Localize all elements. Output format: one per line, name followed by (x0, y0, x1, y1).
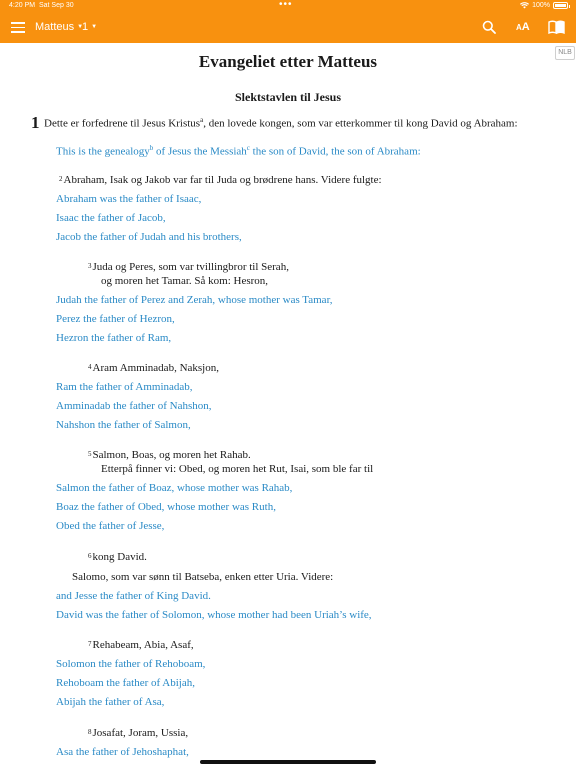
verse-7-english-line[interactable]: Solomon the father of Rehoboam, (56, 658, 206, 670)
translation-badge[interactable]: NLB (555, 46, 575, 60)
chapter-number: 1 (31, 113, 40, 132)
menu-icon[interactable] (11, 22, 25, 34)
verse-3-english-line[interactable]: Hezron the father of Ram, (56, 332, 172, 344)
verse-2-norwegian[interactable]: 2Abraham, Isak og Jakob var far til Juda og brødrene hans. Videre fulgte: (59, 174, 382, 186)
verse-3-norwegian[interactable]: 3Juda og Peres, som var tvillingbror til Serah, (88, 261, 289, 273)
verse-6-norwegian-cont[interactable]: Salomo, som var sønn til Batseba, enken etter Uria. Videre: (72, 571, 334, 583)
verse-4-english-line[interactable]: Nahshon the father of Salmon, (56, 419, 191, 431)
verse-3-english-line[interactable]: Judah the father of Perez and Zerah, whose mother was Tamar, (56, 294, 333, 306)
verse-7-english-line[interactable]: Rehoboam the father of Abijah, (56, 677, 195, 689)
verse-2-english-line[interactable]: Jacob the father of Judah and his brothers, (56, 231, 242, 243)
verse-3-english-line[interactable]: Perez the father of Hezron, (56, 313, 175, 325)
home-indicator[interactable] (200, 760, 376, 764)
verse-7-norwegian[interactable]: 7Rehabeam, Abia, Asaf, (88, 639, 194, 651)
verse-5-norwegian-cont[interactable]: Etterpå finner vi: Obed, og moren het Rut, Isai, som ble far til (101, 463, 374, 475)
multitasking-dots[interactable]: ••• (279, 0, 293, 10)
verse-2-english-line[interactable]: Abraham was the father of Isaac, (56, 193, 202, 205)
book-selector[interactable]: Matteus ▼ (35, 21, 84, 33)
verse-2-english-line[interactable]: Isaac the father of Jacob, (56, 212, 166, 224)
toolbar (0, 14, 576, 43)
verse-4-norwegian[interactable]: 4Aram Amminadab, Naksjon, (88, 362, 219, 374)
verse-8-english-line[interactable]: Asa the father of Jehoshaphat, (56, 746, 189, 758)
verse-number: 5 (88, 450, 92, 458)
verse-number: 2 (59, 175, 63, 183)
verse-6-norwegian[interactable]: 6kong David. (88, 551, 147, 563)
search-icon[interactable] (482, 20, 496, 34)
verse-number: 4 (88, 363, 92, 371)
battery-percent: 100% (532, 2, 550, 9)
verse-1-norwegian[interactable]: Dette er forfedrene til Jesus Kristus$^a$, den lovede kongen, som var etterkommer til kong David og Abraham: (44, 116, 518, 130)
status-bar (0, 0, 576, 14)
verse-4-english-line[interactable]: Amminadab the father of Nahshon, (56, 400, 212, 412)
verse-5-english-line[interactable]: Salmon the father of Boaz, whose mother was Rahab, (56, 482, 293, 494)
verse-number: 7 (88, 640, 92, 648)
verse-3-norwegian-cont[interactable]: og moren het Tamar. Så kom: Hesron, (101, 275, 269, 287)
verse-5-norwegian[interactable]: 5Salmon, Boas, og moren het Rahab. (88, 449, 251, 461)
caret-down-icon: ▼ (77, 24, 84, 31)
open-book-icon[interactable] (548, 20, 565, 34)
verse-6-english-line[interactable]: and Jesse the father of King David. (56, 590, 211, 602)
chapter-selector[interactable]: 1 ▼ (82, 21, 98, 33)
font-size-button[interactable]: AA (516, 21, 530, 33)
status-time: 4:20 PM Sat Sep 30 (9, 2, 74, 9)
wifi-icon (520, 2, 529, 9)
book-title: Evangeliet etter Matteus (198, 52, 378, 71)
verse-number: 8 (88, 728, 92, 736)
verse-4-english-line[interactable]: Ram the father of Amminadab, (56, 381, 193, 393)
caret-down-icon: ▼ (91, 24, 98, 31)
verse-number: 6 (88, 552, 92, 560)
verse-5-english-line[interactable]: Obed the father of Jesse, (56, 520, 165, 532)
verse-1-english[interactable]: This is the genealogy$^b$ of Jesus the Messiah$^c$ the son of David, the son of Abraham: (56, 144, 421, 158)
verse-5-english-line[interactable]: Boaz the father of Obed, whose mother was Ruth, (56, 501, 276, 513)
verse-6-english-line[interactable]: David was the father of Solomon, whose mother had been Uriah’s wife, (56, 609, 372, 621)
status-right (520, 2, 568, 9)
section-heading: Slektstavlen til Jesus (234, 90, 341, 104)
verse-8-norwegian[interactable]: 8Josafat, Joram, Ussia, (88, 727, 189, 739)
battery-icon (553, 2, 568, 9)
verse-number: 3 (88, 262, 92, 270)
verse-7-english-line[interactable]: Abijah the father of Asa, (56, 696, 165, 708)
